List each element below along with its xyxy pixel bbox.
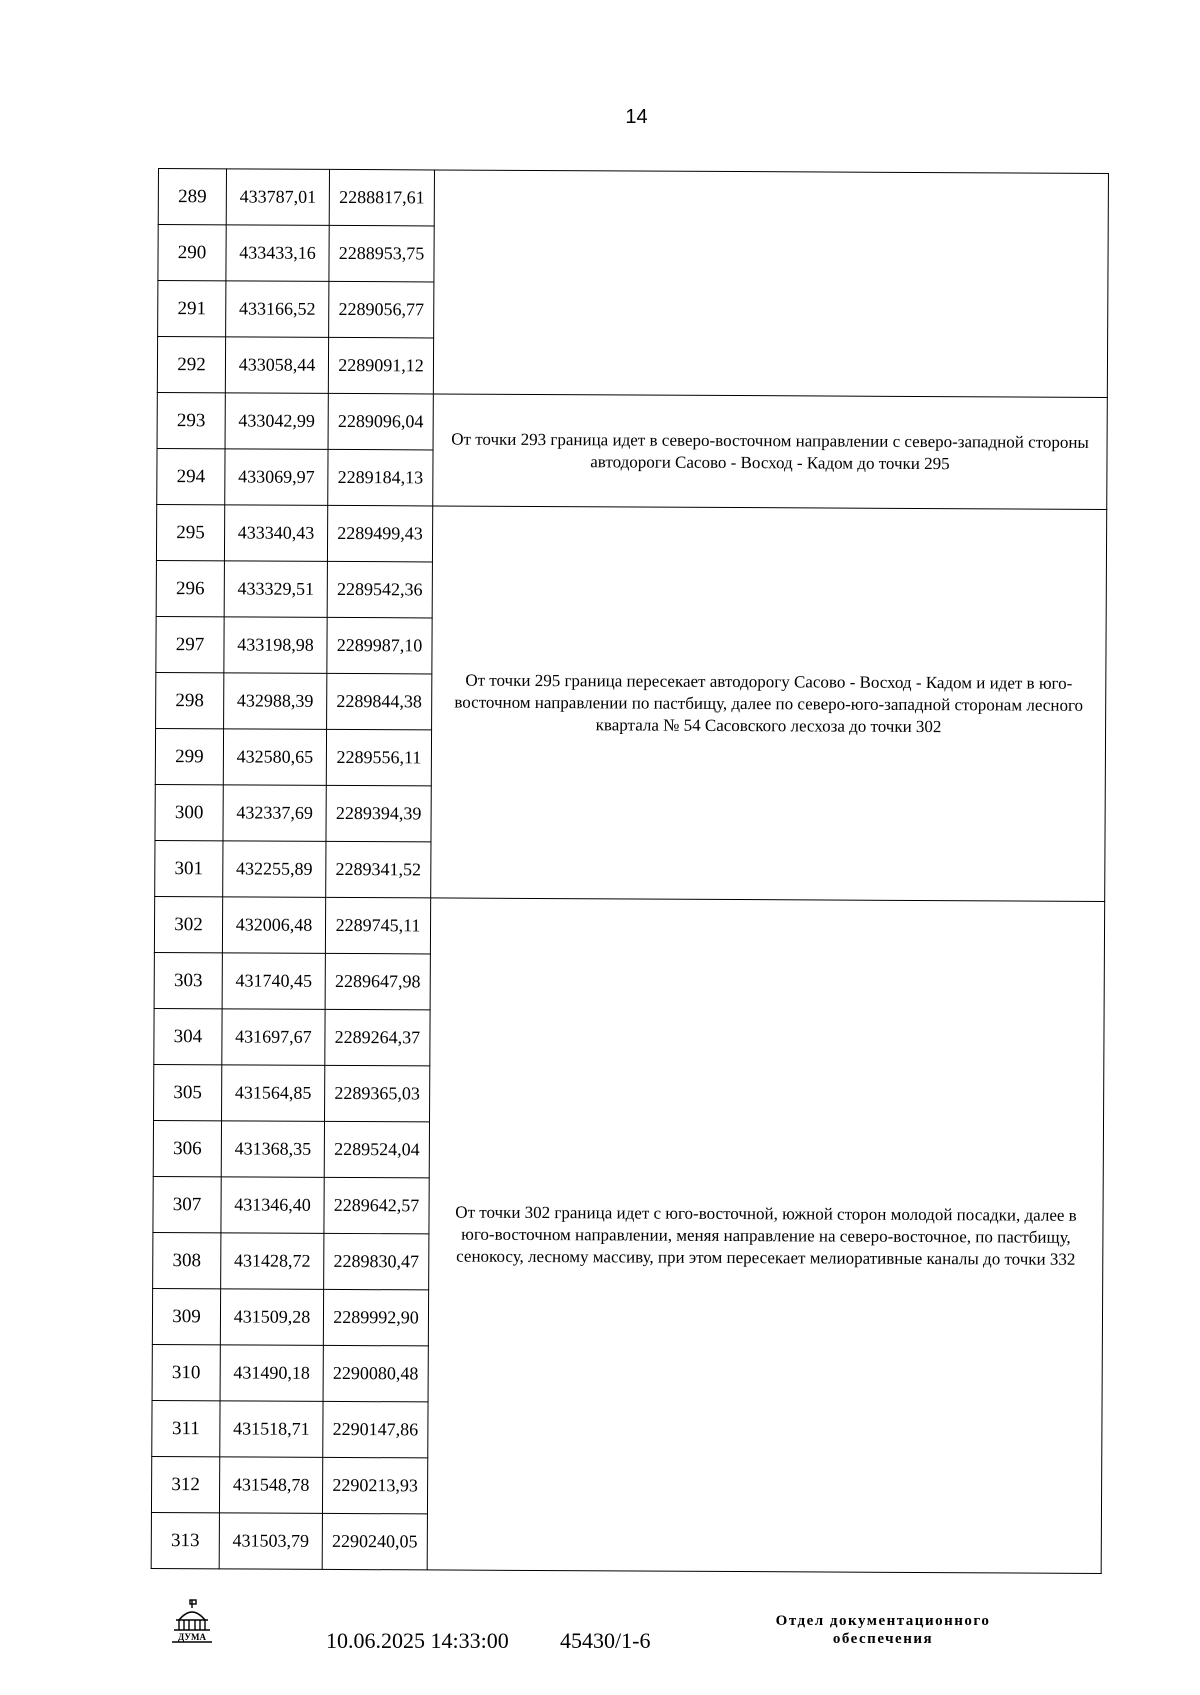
coord-x: 431518,71 bbox=[220, 1401, 323, 1458]
footer-department bbox=[733, 1612, 1033, 1648]
point-number: 308 bbox=[153, 1232, 221, 1288]
coord-y: 2290240,05 bbox=[322, 1513, 427, 1570]
point-number: 291 bbox=[158, 281, 226, 337]
page-number: 14 bbox=[625, 106, 648, 128]
coord-x: 431740,45 bbox=[222, 953, 325, 1010]
point-number: 290 bbox=[158, 225, 226, 281]
point-number: 311 bbox=[152, 1400, 220, 1456]
coord-x: 431503,79 bbox=[219, 1513, 322, 1570]
coord-x: 433069,97 bbox=[225, 449, 328, 506]
point-number: 300 bbox=[155, 784, 223, 840]
coord-x: 433787,01 bbox=[226, 169, 329, 226]
point-number: 289 bbox=[158, 169, 226, 225]
coord-x: 431346,40 bbox=[221, 1177, 324, 1234]
coord-x: 433166,52 bbox=[226, 281, 329, 338]
coord-y: 2289394,39 bbox=[326, 785, 431, 842]
table-row bbox=[154, 896, 1104, 957]
coord-x: 432006,48 bbox=[222, 897, 325, 954]
point-number: 292 bbox=[157, 337, 225, 393]
point-number: 293 bbox=[157, 392, 225, 448]
coord-y: 2289091,12 bbox=[328, 337, 433, 394]
coord-y: 2289556,11 bbox=[326, 729, 431, 786]
coord-x: 433198,98 bbox=[224, 617, 327, 674]
coord-x: 431509,28 bbox=[220, 1289, 323, 1346]
point-number: 294 bbox=[157, 448, 225, 504]
boundary-description: От точки 302 граница идет с юго-восточной, южной сторон молодой посадки, далее в юго-восточном направлении, меняя направление на северо-восточное, по пастбищу, сенокосу, лесному массиву, при этом пересекает мелиоративные каналы до точки 332 bbox=[427, 898, 1105, 1574]
coord-y: 2289992,90 bbox=[323, 1289, 428, 1346]
point-number: 301 bbox=[155, 840, 223, 896]
table-row bbox=[157, 392, 1107, 453]
coord-x: 431697,67 bbox=[222, 1009, 325, 1066]
point-number: 312 bbox=[151, 1456, 219, 1512]
point-number: 296 bbox=[156, 560, 224, 616]
coord-y: 2289524,04 bbox=[324, 1121, 429, 1178]
coordinates-table bbox=[151, 168, 1109, 1574]
point-number: 298 bbox=[156, 672, 224, 728]
footer-department-line: Отдел документационного bbox=[775, 1613, 991, 1629]
point-number: 299 bbox=[155, 728, 223, 784]
point-number: 295 bbox=[156, 504, 224, 560]
coord-y: 2289647,98 bbox=[325, 953, 430, 1010]
coord-x: 432988,39 bbox=[224, 673, 327, 730]
coord-x: 432255,89 bbox=[223, 841, 326, 898]
point-number: 303 bbox=[154, 952, 222, 1008]
coord-y: 2289264,37 bbox=[325, 1009, 430, 1066]
boundary-description: От точки 293 граница идет в северо-восточном направлении с северо-западной стороны автодороги Сасово - Восход - Кадом до точки 295 bbox=[433, 394, 1108, 510]
coord-y: 2289844,38 bbox=[327, 673, 432, 730]
coord-x: 431548,78 bbox=[219, 1457, 322, 1514]
point-number: 297 bbox=[156, 616, 224, 672]
coord-y: 2289499,43 bbox=[327, 505, 432, 562]
point-number: 310 bbox=[152, 1344, 220, 1400]
coord-y: 2289542,36 bbox=[327, 561, 432, 618]
coord-y: 2289642,57 bbox=[324, 1177, 429, 1234]
boundary-description: От точки 295 граница пересекает автодорогу Сасово - Восход - Кадом и идет в юго-восточном направлении по пастбищу, далее по северо-юго-западной сторонам лесного квартала № 54 Сасовского лесхоза до точки 302 bbox=[431, 506, 1107, 902]
coord-x: 433340,43 bbox=[224, 505, 327, 562]
coord-x: 433042,99 bbox=[225, 393, 328, 450]
coord-x: 432580,65 bbox=[223, 729, 326, 786]
footer-datetime: 10.06.2025 14:33:00 bbox=[326, 1628, 509, 1653]
coord-x: 433058,44 bbox=[225, 337, 328, 394]
footer-department-line: обеспечения bbox=[832, 1631, 934, 1647]
coord-y: 2289341,52 bbox=[326, 841, 431, 898]
point-number: 307 bbox=[153, 1176, 221, 1232]
coord-x: 431490,18 bbox=[220, 1345, 323, 1402]
coord-y: 2288953,75 bbox=[329, 225, 434, 282]
point-number: 309 bbox=[152, 1288, 220, 1344]
coord-y: 2290147,86 bbox=[323, 1401, 428, 1458]
coord-y: 2290213,93 bbox=[322, 1457, 427, 1514]
coord-x: 433433,16 bbox=[226, 225, 329, 282]
coordinates-table-wrapper bbox=[151, 168, 1108, 1579]
coord-y: 2289745,11 bbox=[325, 897, 430, 954]
coord-x: 432337,69 bbox=[223, 785, 326, 842]
coord-y: 2289184,13 bbox=[328, 449, 433, 506]
coord-y: 2289987,10 bbox=[327, 617, 432, 674]
coord-y: 2290080,48 bbox=[323, 1345, 428, 1402]
coord-y: 2289365,03 bbox=[325, 1065, 430, 1122]
point-number: 305 bbox=[154, 1064, 222, 1120]
table-row bbox=[158, 169, 1108, 230]
footer-registration-number: 45430/1-6 bbox=[560, 1628, 651, 1653]
coord-x: 433329,51 bbox=[224, 561, 327, 618]
point-number: 306 bbox=[153, 1120, 221, 1176]
coord-y: 2289096,04 bbox=[328, 393, 433, 450]
boundary-description bbox=[433, 170, 1108, 398]
table-row bbox=[156, 504, 1106, 565]
coord-x: 431368,35 bbox=[221, 1121, 324, 1178]
point-number: 313 bbox=[151, 1512, 219, 1568]
coord-y: 2288817,61 bbox=[329, 169, 434, 226]
svg-text:ДУМА: ДУМА bbox=[178, 1632, 206, 1642]
point-number: 304 bbox=[154, 1008, 222, 1064]
duma-emblem-icon bbox=[170, 1598, 214, 1644]
coord-x: 431564,85 bbox=[222, 1065, 325, 1122]
coord-y: 2289056,77 bbox=[329, 281, 434, 338]
coord-y: 2289830,47 bbox=[324, 1233, 429, 1290]
coord-x: 431428,72 bbox=[221, 1233, 324, 1290]
point-number: 302 bbox=[154, 896, 222, 952]
